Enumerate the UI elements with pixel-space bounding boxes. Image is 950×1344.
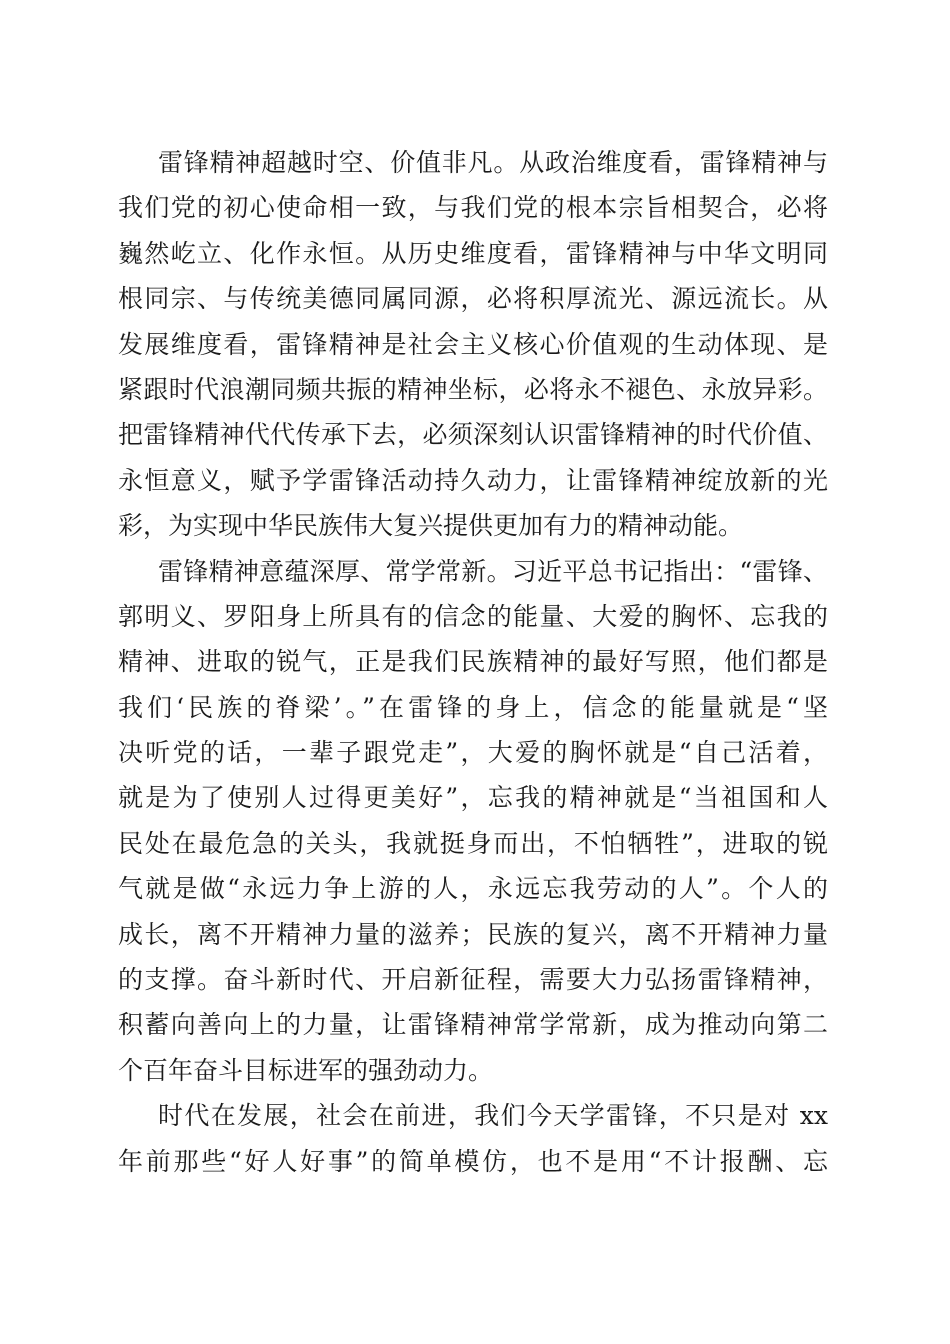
text-line: 发展维度看，雷锋精神是社会主义核心价值观的生动体现、是 (118, 329, 828, 359)
text-line: 个百年奋斗目标进军的强劲动力。 (118, 1055, 494, 1085)
text-line: 成长，离不开精神力量的滋养；民族的复兴，离不开精神力量 (118, 919, 828, 949)
text-line: 我们‘民族的脊梁’。”在雷锋的身上，信念的能量就是“坚 (118, 692, 828, 722)
paragraph-3 (118, 1093, 828, 1184)
text-line: 精神、进取的锐气，正是我们民族精神的最好写照，他们都是 (118, 647, 828, 677)
text-line: 我们党的初心使命相一致，与我们党的根本宗旨相契合，必将 (118, 193, 828, 223)
text-line: 时代在发展，社会在前进，我们今天学雷锋，不只是对 xx (158, 1101, 828, 1131)
text-line: 雷锋精神超越时空、价值非凡。从政治维度看，雷锋精神与 (158, 148, 828, 177)
document-body (118, 140, 828, 1184)
text-line: 的支撑。奋斗新时代、开启新征程，需要大力弘扬雷锋精神， (118, 965, 828, 995)
text-line: 年前那些“好人好事”的简单模仿，也不是用“不计报酬、忘 (118, 1146, 828, 1176)
text-line: 气就是做“永远力争上游的人，永远忘我劳动的人”。个人的 (118, 874, 828, 904)
text-line: 就是为了使别人过得更美好”，忘我的精神就是“当祖国和人 (118, 783, 828, 813)
text-line: 把雷锋精神代代传承下去，必须深刻认识雷锋精神的时代价值、 (118, 420, 828, 450)
text-line: 雷锋精神意蕴深厚、常学常新。习近平总书记指出：“雷锋、 (158, 556, 828, 586)
paragraph-2 (118, 549, 828, 1094)
text-line: 积蓄向善向上的力量，让雷锋精神常学常新，成为推动向第二 (118, 1010, 828, 1040)
text-line: 根同宗、与传统美德同属同源，必将积厚流光、源远流长。从 (118, 284, 828, 314)
text-line: 紧跟时代浪潮同频共振的精神坐标，必将永不褪色、永放异彩。 (118, 374, 828, 404)
text-line: 决听党的话，一辈子跟党走”，大爱的胸怀就是“自己活着， (118, 738, 828, 768)
text-line: 彩，为实现中华民族伟大复兴提供更加有力的精神动能。 (118, 511, 744, 541)
text-line: 民处在最危急的关头，我就挺身而出，不怕牺牲”，进取的锐 (118, 828, 828, 858)
text-line: 永恒意义，赋予学雷锋活动持久动力，让雷锋精神绽放新的光 (118, 465, 828, 495)
paragraph-1 (118, 140, 828, 549)
text-line: 郭明义、罗阳身上所具有的信念的能量、大爱的胸怀、忘我的 (118, 601, 828, 631)
text-line: 巍然屹立、化作永恒。从历史维度看，雷锋精神与中华文明同 (118, 238, 828, 268)
